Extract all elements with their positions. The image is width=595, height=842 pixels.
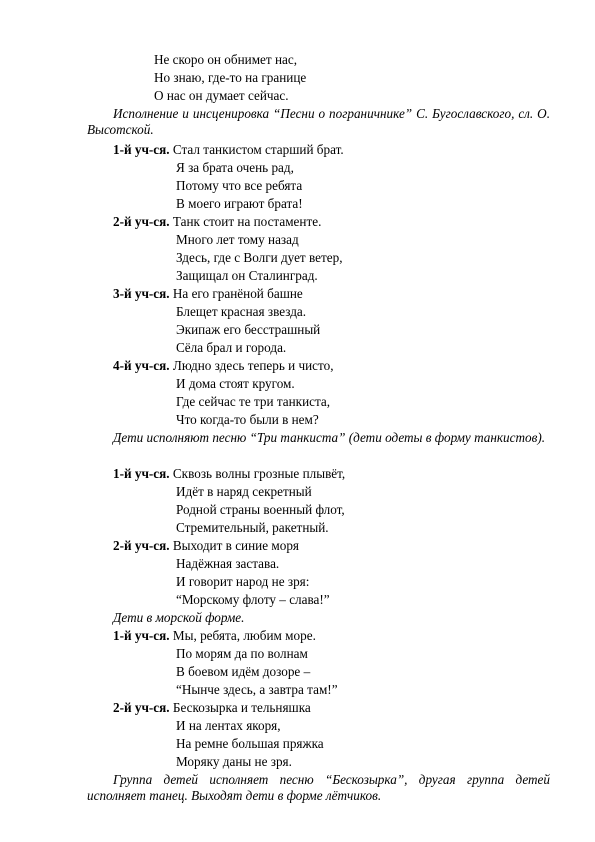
verse-line: Танк стоит на постаменте. (172, 214, 322, 229)
verse-line: Стремительный, ракетный. (176, 520, 329, 535)
verse-line: Где сейчас те три танкиста, (176, 394, 331, 409)
stage-direction-text: Дети в морской форме. (113, 610, 245, 625)
verse-line: Мы, ребята, любим море. (172, 628, 316, 643)
speaker-label: 2-й уч-ся. (113, 700, 170, 715)
speech-first-line (113, 466, 345, 482)
verse-line: В боевом идём дозоре – (176, 664, 311, 679)
stage-direction (87, 106, 550, 138)
verse-line: Людно здесь теперь и чисто, (172, 358, 334, 373)
speech-first-line (113, 538, 299, 554)
speaker-label: 2-й уч-ся. (113, 538, 170, 553)
verse-line: Что когда-то были в нем? (176, 412, 319, 427)
speech-first-line (113, 700, 311, 716)
speech-first-line (113, 358, 334, 374)
verse-line: Идёт в наряд секретный (176, 484, 312, 499)
verse-line: В моего играют брата! (176, 196, 303, 211)
verse-line: Но знаю, где-то на границе (154, 70, 307, 85)
speaker-label: 3-й уч-ся. (113, 286, 170, 301)
verse-line: Потому что все ребята (176, 178, 303, 193)
verse-line: Сёла брал и города. (176, 340, 287, 355)
verse-line: Я за брата очень рад, (176, 160, 294, 175)
verse-line: И дома стоят кругом. (176, 376, 295, 391)
verse-line: “Нынче здесь, а завтра там!” (176, 682, 338, 697)
speaker-label: 4-й уч-ся. (113, 358, 170, 373)
verse-line: Здесь, где с Волги дует ветер, (176, 250, 343, 265)
verse-line: Экипаж его бесстрашный (176, 322, 321, 337)
verse-line: И на лентах якоря, (176, 718, 281, 733)
verse-line: Защищал он Сталинград. (176, 268, 318, 283)
speaker-label: 1-й уч-ся. (113, 142, 170, 157)
verse-line: По морям да по волнам (176, 646, 308, 661)
stage-direction (87, 430, 550, 446)
stage-direction-text: Дети исполняют песню “Три танкиста” (дети одеты в форму танкистов). (113, 430, 546, 445)
stage-direction (87, 610, 550, 626)
verse-line: О нас он думает сейчас. (154, 88, 289, 103)
verse-line: Родной страны военный флот, (176, 502, 345, 517)
verse-line: Выходит в синие моря (172, 538, 299, 553)
verse-line: Моряку даны не зря. (176, 754, 292, 769)
verse-line: Не скоро он обнимет нас, (154, 52, 298, 67)
verse-line: Стал танкистом старший брат. (172, 142, 344, 157)
speaker-label: 1-й уч-ся. (113, 466, 170, 481)
speaker-label: 2-й уч-ся. (113, 214, 170, 229)
verse-line: Сквозь волны грозные плывёт, (172, 466, 346, 481)
verse-line: Надёжная застава. (176, 556, 280, 571)
verse-line: На ремне большая пряжка (176, 736, 324, 751)
verse-line: Бескозырка и тельняшка (172, 700, 311, 715)
verse-line: Блещет красная звезда. (176, 304, 307, 319)
speaker-label: 1-й уч-ся. (113, 628, 170, 643)
speech-first-line (113, 142, 344, 158)
verse-line: “Морскому флоту – слава!” (176, 592, 330, 607)
stage-direction-text: Группа детей исполняет песню “Бескозырка”, другая группа детей исполняет танец. Выходят дети в форме лётчиков. (87, 772, 550, 803)
speech-first-line (113, 628, 316, 644)
verse-line: И говорит народ не зря: (176, 574, 310, 589)
verse-line: Много лет тому назад (176, 232, 299, 247)
stage-direction (87, 772, 550, 804)
speech-first-line (113, 286, 303, 302)
stage-direction-text: Исполнение и инсценировка “Песни о пограничнике” С. Бугославского, сл. О. Высотской. (87, 106, 550, 137)
verse-line: На его гранёной башне (172, 286, 303, 301)
speech-first-line (113, 214, 321, 230)
